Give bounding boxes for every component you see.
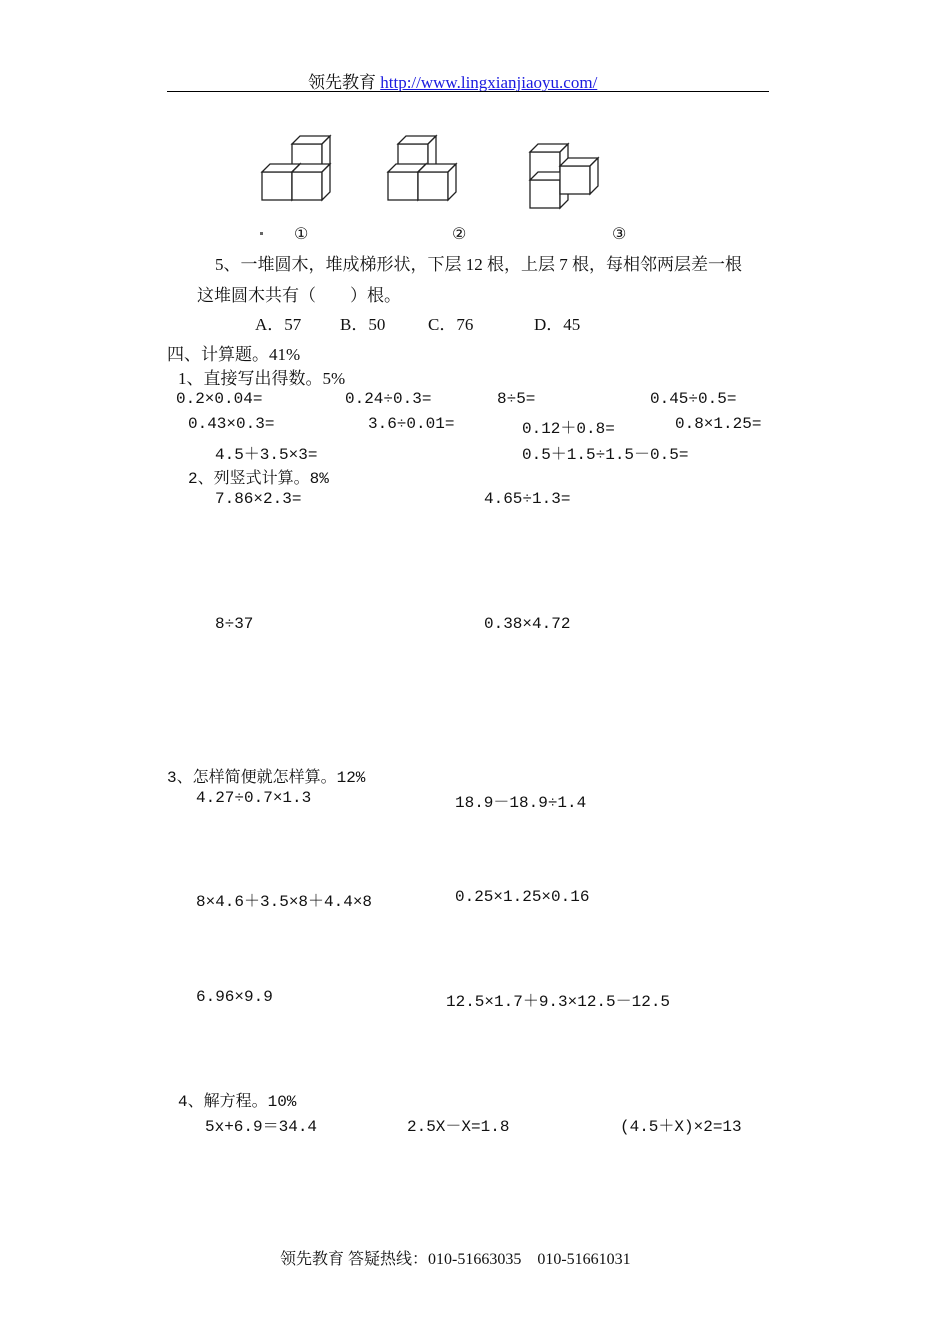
figure-dot xyxy=(260,232,263,235)
simplify-item: 0.25×1.25×0.16 xyxy=(455,888,590,906)
calc-item: 0.24÷0.3= xyxy=(345,390,432,408)
section-4-title: 四、计算题。41% xyxy=(167,345,301,364)
calc-item: 0.12＋0.8= xyxy=(522,420,615,438)
calc-item: 0.45÷0.5= xyxy=(650,390,737,408)
vertical-calc-item: 0.38×4.72 xyxy=(484,615,571,633)
calc-item: 0.2×0.04= xyxy=(176,390,263,408)
cube-figure-1 xyxy=(262,136,330,200)
cube-figure-3 xyxy=(530,144,598,208)
simplify-item: 18.9－18.9÷1.4 xyxy=(455,794,587,812)
part-2-title: 2、列竖式计算。8% xyxy=(188,470,329,488)
part-4-title: 4、解方程。10% xyxy=(178,1093,297,1111)
equation-item: (4.5＋X)×2=13 xyxy=(620,1118,742,1136)
calc-item: 0.8×1.25= xyxy=(675,415,762,433)
figure-label-3: ③ xyxy=(612,226,627,243)
question-5-line-2: 这堆圆木共有（ ）根。 xyxy=(197,286,401,305)
simplify-item: 6.96×9.9 xyxy=(196,988,273,1006)
header-divider xyxy=(167,91,769,92)
cube-figure-2 xyxy=(388,136,456,200)
calc-item: 0.43×0.3= xyxy=(188,415,275,433)
figure-label-2: ② xyxy=(452,226,467,243)
figure-label-1: ① xyxy=(294,226,309,243)
part-1-title: 1、直接写出得数。5% xyxy=(178,369,346,388)
vertical-calc-item: 4.65÷1.3= xyxy=(484,490,571,508)
equation-item: 5x+6.9＝34.4 xyxy=(205,1118,318,1136)
page-footer: 领先教育 答疑热线：010-51663035 010-51661031 xyxy=(280,1251,631,1268)
simplify-item: 12.5×1.7＋9.3×12.5－12.5 xyxy=(446,993,671,1011)
option-d: D．45 xyxy=(534,315,581,334)
calc-item: 0.5＋1.5÷1.5－0.5= xyxy=(522,446,689,464)
calc-item: 3.6÷0.01= xyxy=(368,415,455,433)
calc-item: 8÷5= xyxy=(497,390,536,408)
option-c: C．76 xyxy=(428,315,474,334)
part-3-title: 3、怎样简便就怎样算。12% xyxy=(167,769,366,787)
vertical-calc-item: 8÷37 xyxy=(215,615,254,633)
vertical-calc-item: 7.86×2.3= xyxy=(215,490,302,508)
header-org: 领先教育 xyxy=(308,73,376,92)
option-b: B．50 xyxy=(340,315,386,334)
header-link[interactable]: http://www.lingxianjiaoyu.com/ xyxy=(380,73,598,92)
simplify-item: 8×4.6＋3.5×8＋4.4×8 xyxy=(196,893,373,911)
question-5-line-1: 5、一堆圆木，堆成梯形状，下层 12 根，上层 7 根，每相邻两层差一根 xyxy=(215,255,742,274)
simplify-item: 4.27÷0.7×1.3 xyxy=(196,789,312,807)
page-header xyxy=(308,68,597,93)
equation-item: 2.5X－X=1.8 xyxy=(407,1118,510,1136)
option-a: A．57 xyxy=(255,315,302,334)
calc-item: 4.5＋3.5×3= xyxy=(215,446,318,464)
